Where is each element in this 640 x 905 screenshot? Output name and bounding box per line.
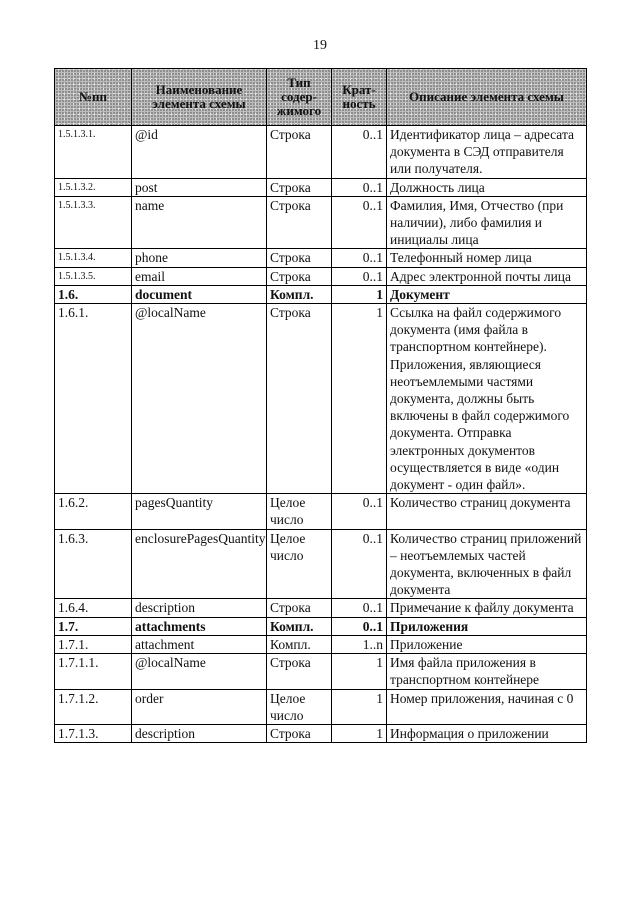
row-multiplicity: 0..1 xyxy=(332,178,387,196)
header-element-name: Наименование элемента схемы xyxy=(132,69,267,126)
row-content-type: Строка xyxy=(267,196,332,249)
row-multiplicity: 1..n xyxy=(332,635,387,653)
row-element-name: order xyxy=(132,689,267,724)
row-number: 1.5.1.3.2. xyxy=(55,178,132,196)
row-number: 1.5.1.3.3. xyxy=(55,196,132,249)
row-element-name: phone xyxy=(132,249,267,267)
row-element-name: @localName xyxy=(132,304,267,494)
row-number: 1.6.2. xyxy=(55,494,132,529)
row-element-name: pagesQuantity xyxy=(132,494,267,529)
row-description: Ссылка на файл содержимого документа (имя файла в транспортном контейнере). Приложения, являющиеся неотъемлемыми частями документа, должны быть включены в файл содержимого документа. Отправка электронных документов осуществляется в виде «один документ - один файл». xyxy=(387,304,587,494)
row-multiplicity: 1 xyxy=(332,654,387,689)
row-number: 1.6.1. xyxy=(55,304,132,494)
row-description: Информация о приложении xyxy=(387,724,587,742)
schema-table xyxy=(54,68,587,743)
row-element-name: enclosurePagesQuantity xyxy=(132,529,267,599)
row-number: 1.6.3. xyxy=(55,529,132,599)
table-row xyxy=(55,304,587,494)
row-element-name: email xyxy=(132,267,267,285)
table-row xyxy=(55,126,587,179)
row-content-type: Строка xyxy=(267,249,332,267)
row-description: Фамилия, Имя, Отчество (при наличии), либо фамилия и инициалы лица xyxy=(387,196,587,249)
row-number: 1.6. xyxy=(55,285,132,303)
row-number: 1.7.1.1. xyxy=(55,654,132,689)
table-row xyxy=(55,285,587,303)
table-row xyxy=(55,178,587,196)
row-element-name: description xyxy=(132,599,267,617)
row-description: Примечание к файлу документа xyxy=(387,599,587,617)
table-row xyxy=(55,249,587,267)
row-element-name: attachment xyxy=(132,635,267,653)
table-row xyxy=(55,529,587,599)
row-multiplicity: 1 xyxy=(332,689,387,724)
row-number: 1.5.1.3.4. xyxy=(55,249,132,267)
row-content-type: Строка xyxy=(267,304,332,494)
row-number: 1.7.1. xyxy=(55,635,132,653)
table-row xyxy=(55,654,587,689)
row-element-name: description xyxy=(132,724,267,742)
row-multiplicity: 0..1 xyxy=(332,494,387,529)
row-number: 1.6.4. xyxy=(55,599,132,617)
row-description: Документ xyxy=(387,285,587,303)
row-content-type: Компл. xyxy=(267,617,332,635)
row-content-type: Строка xyxy=(267,178,332,196)
row-content-type: Компл. xyxy=(267,285,332,303)
row-multiplicity: 0..1 xyxy=(332,529,387,599)
row-description: Приложение xyxy=(387,635,587,653)
row-content-type: Строка xyxy=(267,126,332,179)
row-description: Должность лица xyxy=(387,178,587,196)
table-row xyxy=(55,689,587,724)
row-multiplicity: 1 xyxy=(332,285,387,303)
header-content-type: Тип содер- жимого xyxy=(267,69,332,126)
row-description: Номер приложения, начиная с 0 xyxy=(387,689,587,724)
table-row xyxy=(55,196,587,249)
row-multiplicity: 0..1 xyxy=(332,196,387,249)
row-multiplicity: 0..1 xyxy=(332,617,387,635)
row-content-type: Строка xyxy=(267,599,332,617)
row-number: 1.7. xyxy=(55,617,132,635)
row-number: 1.5.1.3.1. xyxy=(55,126,132,179)
row-multiplicity: 0..1 xyxy=(332,126,387,179)
row-number: 1.7.1.3. xyxy=(55,724,132,742)
table-header-row xyxy=(55,69,587,126)
row-multiplicity: 0..1 xyxy=(332,267,387,285)
row-element-name: name xyxy=(132,196,267,249)
table-row xyxy=(55,599,587,617)
row-description: Количество страниц документа xyxy=(387,494,587,529)
header-description: Описание элемента схемы xyxy=(387,69,587,126)
row-content-type: Компл. xyxy=(267,635,332,653)
table-row xyxy=(55,617,587,635)
row-description: Адрес электронной почты лица xyxy=(387,267,587,285)
row-content-type: Целое число xyxy=(267,529,332,599)
table-row xyxy=(55,724,587,742)
row-description: Приложения xyxy=(387,617,587,635)
page-number: 19 xyxy=(313,38,327,53)
row-number: 1.5.1.3.5. xyxy=(55,267,132,285)
table-row xyxy=(55,267,587,285)
table-row xyxy=(55,494,587,529)
row-content-type: Целое число xyxy=(267,689,332,724)
row-content-type: Целое число xyxy=(267,494,332,529)
row-element-name: attachments xyxy=(132,617,267,635)
row-element-name: document xyxy=(132,285,267,303)
row-element-name: @localName xyxy=(132,654,267,689)
row-multiplicity: 0..1 xyxy=(332,599,387,617)
row-content-type: Строка xyxy=(267,267,332,285)
row-multiplicity: 1 xyxy=(332,304,387,494)
header-number: №пп xyxy=(55,69,132,126)
row-element-name: @id xyxy=(132,126,267,179)
row-description: Идентификатор лица – адресата документа в СЭД отправителя или получателя. xyxy=(387,126,587,179)
header-multiplicity: Крат- ность xyxy=(332,69,387,126)
table-row xyxy=(55,635,587,653)
table-body xyxy=(55,126,587,743)
row-element-name: post xyxy=(132,178,267,196)
row-multiplicity: 0..1 xyxy=(332,249,387,267)
row-content-type: Строка xyxy=(267,724,332,742)
row-number: 1.7.1.2. xyxy=(55,689,132,724)
row-description: Имя файла приложения в транспортном контейнере xyxy=(387,654,587,689)
row-description: Телефонный номер лица xyxy=(387,249,587,267)
row-description: Количество страниц приложений – неотъемлемых частей документа, включенных в файл документа xyxy=(387,529,587,599)
row-content-type: Строка xyxy=(267,654,332,689)
row-multiplicity: 1 xyxy=(332,724,387,742)
